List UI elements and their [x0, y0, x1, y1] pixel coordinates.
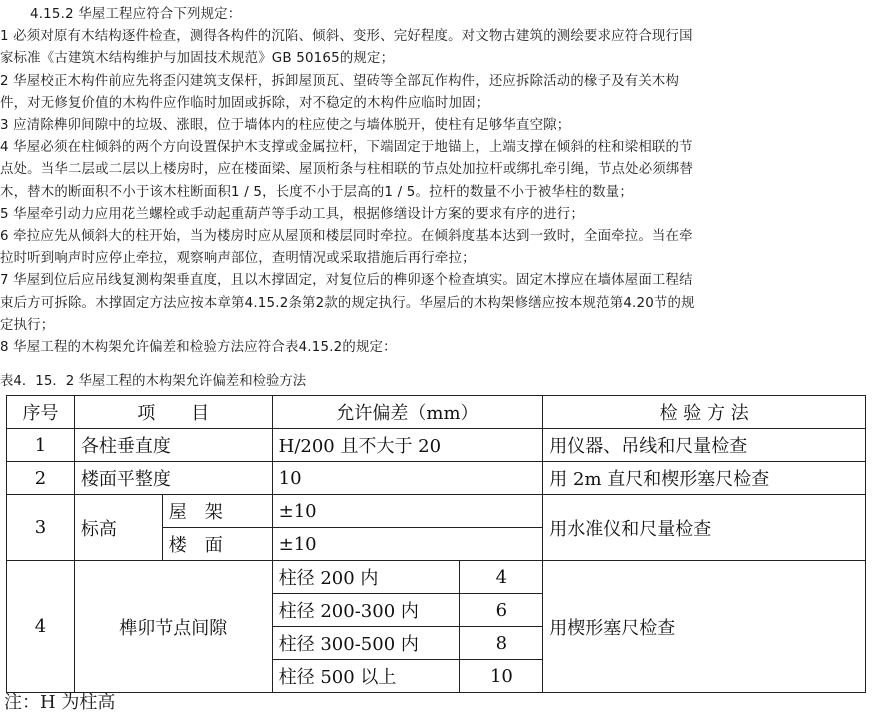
text-line: 2 华屋校正木构件前应先将歪闪建筑支保杆，拆卸屋顶瓦、望砖等全部瓦作构件，还应拆除活动的椽子及有关木构 [0, 73, 680, 89]
row-tolerance: 10 [272, 462, 543, 495]
row-subvalue: 8 [460, 627, 543, 660]
table-row [7, 429, 866, 462]
row-tolerance: ±10 [272, 528, 543, 561]
table-row [7, 462, 866, 495]
text-line: 木，替木的断面积不小于该木柱断面积1 / 5，长度不小于层高的1 / 5。拉杆的数量不小于被华柱的数量； [0, 184, 633, 200]
text-line: 件，对无修复价值的木构件应作临时加固或拆除，对不稳定的木构件应临时加固； [0, 95, 490, 111]
row-subvalue: 6 [460, 594, 543, 627]
row-tolerance: H/200 且不大于 20 [272, 429, 543, 462]
text-line: 1 必须对原有木结构逐件检查，测得各构件的沉陷、倾斜、变形、完好程度。对文物古建筑的测绘要求应符合现行国 [0, 29, 693, 45]
row-no: 2 [7, 462, 75, 495]
text-line: 5 华屋牵引动力应用花兰螺栓或手动起重葫芦等手动工具，根据修缮设计方案的要求有序的进行； [0, 206, 584, 222]
row-subrange: 柱径 300-500 内 [272, 627, 460, 660]
text-line: 6 牵拉应先从倾斜大的柱开始，当为楼房时应从屋顶和楼层同时牵拉。在倾斜度基本达到一致时，全面牵拉。当在牵 [0, 229, 693, 245]
row-subrange: 柱径 200-300 内 [272, 594, 460, 627]
text-line: 3 应清除榫卯间隙中的垃圾、涨眼，位于墙体内的柱应使之与墙体脱开，使柱有足够华直空隙； [0, 118, 571, 134]
row-method: 用仪器、吊线和尺量检查 [543, 429, 866, 462]
text-line: 家标准《古建筑木结构维护与加固技术规范》GB 50165的规定； [0, 51, 395, 67]
row-method: 用楔形塞尺检查 [543, 561, 866, 693]
header-tolerance: 允许偏差（mm） [272, 396, 543, 429]
row-subrange: 柱径 200 内 [272, 561, 460, 594]
table-row [7, 495, 866, 528]
row-method: 用水准仪和尺量检查 [543, 495, 866, 561]
row-no: 4 [7, 561, 75, 693]
header-item: 项 目 [74, 396, 272, 429]
section-text [0, 4, 875, 359]
text-line: 4 华屋必须在柱倾斜的两个方向设置保护木支撑或金属拉杆，下端固定于地锚上，上端支撑在倾斜的柱和梁相联的节 [0, 140, 693, 156]
text-line: 定执行； [0, 317, 55, 333]
text-line: 点处。当华二层或二层以上楼房时，应在楼面梁、屋顶桁条与柱相联的节点处加拉杆或绑扎牵引绳，节点处必须绑替 [0, 162, 694, 178]
header-no: 序号 [7, 396, 75, 429]
text-line: 7 华屋到位后应吊线复测构架垂直度，且以木撑固定，对复位后的榫卯逐个检查填实。固定木撑应在墙体屋面工程结 [0, 273, 693, 289]
row-no: 1 [7, 429, 75, 462]
table-header-row [7, 396, 866, 429]
row-item: 标高 [74, 495, 162, 561]
row-subitem: 楼 面 [162, 528, 272, 561]
table-note: 注：H 为柱高 [4, 692, 116, 713]
row-subvalue: 10 [460, 660, 543, 693]
table-row [7, 561, 866, 594]
tolerance-table [6, 395, 866, 693]
row-no: 3 [7, 495, 75, 561]
row-method: 用 2m 直尺和楔形塞尺检查 [543, 462, 866, 495]
section-heading: 4.15.2 华屋工程应符合下列规定： [30, 7, 242, 22]
row-subrange: 柱径 500 以上 [272, 660, 460, 693]
row-item: 楼面平整度 [74, 462, 272, 495]
text-line: 8 华屋工程的木构架允许偏差和检验方法应符合表4.15.2的规定： [0, 340, 397, 356]
row-item: 各柱垂直度 [74, 429, 272, 462]
row-subitem: 屋 架 [162, 495, 272, 528]
header-method: 检 验 方 法 [543, 396, 866, 429]
text-line: 拉时听到响声时应停止牵拉，观察响声部位，查明情况或采取措施后再行牵拉； [0, 251, 476, 267]
row-item: 榫卯节点间隙 [74, 561, 272, 693]
row-tolerance: ±10 [272, 495, 543, 528]
table-caption: 表4．15．2 华屋工程的木构架允许偏差和检验方法 [0, 374, 307, 389]
text-line: 束后方可拆除。木撑固定方法应按本章第4.15.2条第2款的规定执行。华屋后的木构架修缮应按本规范第4.20节的规 [0, 295, 695, 311]
row-subvalue: 4 [460, 561, 543, 594]
